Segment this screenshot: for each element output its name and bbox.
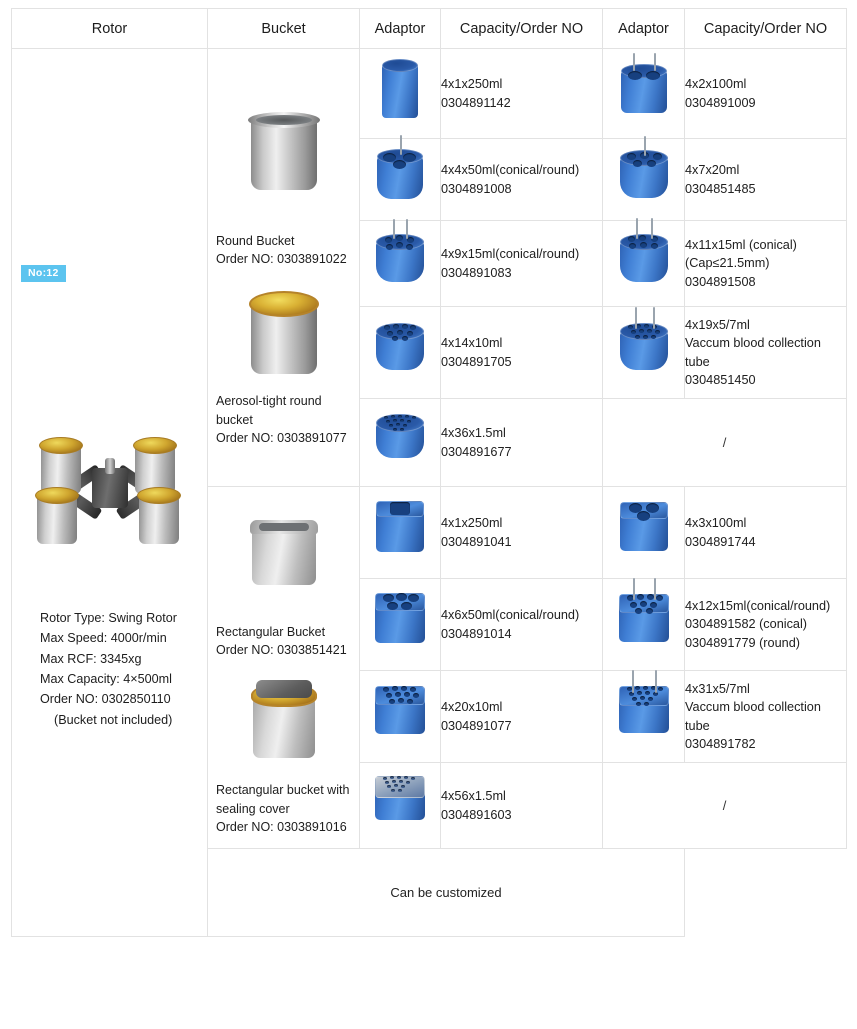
capacity-cell [441, 49, 603, 139]
rectangular-bucket-order-no: Order NO: 0303851421 [216, 643, 347, 658]
capacity-cell [685, 221, 847, 307]
adaptor-12x15ml-rect-cell [603, 579, 685, 671]
adaptor-56x1.5ml-rect-cell [360, 763, 441, 849]
aerosol-tight-round-bucket-photo [208, 278, 359, 388]
adaptor-1x250ml-rect-cell [360, 487, 441, 579]
table-header [12, 9, 847, 49]
capacity-cell [685, 49, 847, 139]
capacity-value: 4x4x50ml(conical/round) [441, 163, 580, 178]
status-badge: No:12 [21, 265, 66, 282]
adaptor-9x15ml-round [376, 240, 424, 282]
order-no-value: 0304891077 [441, 718, 512, 733]
adaptor-7x20ml-round-cell [603, 139, 685, 221]
swing-rotor-photo [12, 432, 207, 582]
order-no-value: 0304891014 [441, 626, 512, 641]
adaptor-14x10ml-round-cell [360, 307, 441, 399]
rotor-spec-order-no: Order NO: 0302850110 [40, 692, 171, 707]
order-no-value: 0304851485 [685, 181, 756, 196]
rotor-spec-max-rcf: Max RCF: 3345xg [40, 651, 142, 666]
no-adaptor-placeholder: / [603, 763, 847, 849]
adaptor-1x250ml-rect [376, 508, 424, 552]
header-row [12, 9, 847, 49]
order-no-value: 0304891603 [441, 807, 512, 822]
capacity-value: 4x14x10ml [441, 336, 503, 351]
rectangular-bucket-group-cell [208, 487, 360, 849]
capacity-value: 4x31x5/7ml [685, 682, 750, 697]
capacity-value: 4x20x10ml [441, 700, 503, 715]
round-bucket-group-cell [208, 49, 360, 487]
column-header-rotor: Rotor [12, 9, 208, 49]
order-no-value: 0304891508 [685, 274, 756, 289]
rectangular-bucket-sealing-cover-photo [208, 669, 359, 777]
capacity-value: 4x1x250ml [441, 516, 503, 531]
column-header-capacity-1: Capacity/Order NO [441, 9, 603, 49]
aerosol-bucket-name-line2: bucket [216, 412, 253, 427]
capacity-desc-line1: Vaccum blood collection [685, 336, 821, 351]
capacity-value: 4x56x1.5ml [441, 789, 506, 804]
rectangular-bucket-photo [208, 489, 359, 619]
no-adaptor-placeholder: / [603, 399, 847, 487]
order-no-value: 0304891744 [685, 534, 756, 549]
adaptor-1x250ml-round-cell [360, 49, 441, 139]
adaptor-6x50ml-rect-cell [360, 579, 441, 671]
column-header-bucket: Bucket [208, 9, 360, 49]
adaptor-6x50ml-rect [375, 601, 425, 643]
capacity-value: 4x1x250ml [441, 77, 503, 92]
capacity-desc-line1: Vaccum blood collection [685, 700, 821, 715]
order-no-round: 0304891779 (round) [685, 635, 800, 650]
table-row [12, 49, 847, 139]
adaptor-4x50ml-round-cell [360, 139, 441, 221]
rectangular-bucket-label [208, 619, 359, 669]
rect-sealing-bucket-name-line2: sealing cover [216, 801, 290, 816]
round-bucket-photo [208, 78, 359, 228]
adaptor-36x1.5ml-round-cell [360, 399, 441, 487]
adaptor-36x1.5ml-round [376, 422, 424, 458]
adaptor-14x10ml-round [376, 330, 424, 370]
adaptor-31x5-7ml-rect-cell [603, 671, 685, 763]
capacity-cell [441, 763, 603, 849]
rect-sealing-bucket-order-no: Order NO: 0303891016 [216, 819, 347, 834]
column-header-capacity-2: Capacity/Order NO [685, 9, 847, 49]
adaptor-19x5-7ml-round [620, 330, 668, 370]
round-bucket-name: Round Bucket [216, 234, 295, 249]
order-no-value: 0304891677 [441, 444, 512, 459]
adaptor-2x100ml-round [621, 69, 667, 113]
order-no-value: 0304891142 [441, 95, 511, 110]
capacity-desc-line2: tube [685, 718, 710, 733]
capacity-cell [441, 307, 603, 399]
adaptor-20x10ml-rect [375, 694, 425, 734]
order-no-value: 0304891008 [441, 181, 512, 196]
order-no-value: 0304891782 [685, 736, 756, 751]
capacity-value: 4x3x100ml [685, 516, 747, 531]
capacity-cell [441, 139, 603, 221]
round-bucket-order-no: Order NO: 0303891022 [216, 252, 347, 267]
capacity-note: (Cap≤21.5mm) [685, 256, 770, 271]
aerosol-bucket-label [208, 388, 359, 456]
order-no-conical: 0304891582 (conical) [685, 617, 808, 632]
capacity-desc-line2: tube [685, 354, 710, 369]
capacity-value: 4x9x15ml(conical/round) [441, 247, 580, 262]
round-bucket-label [208, 228, 359, 278]
capacity-cell [441, 579, 603, 671]
capacity-cell [685, 579, 847, 671]
rotor-spec-note: (Bucket not included) [54, 712, 173, 727]
column-header-adaptor-2: Adaptor [603, 9, 685, 49]
rotor-spec-max-capacity: Max Capacity: 4×500ml [40, 672, 172, 686]
capacity-cell [441, 399, 603, 487]
adaptor-4x50ml-round [377, 155, 423, 199]
rotor-spec-type: Rotor Type: Swing Rotor [40, 610, 177, 625]
adaptor-2x100ml-round-cell [603, 49, 685, 139]
capacity-cell [685, 139, 847, 221]
adaptor-19x5-7ml-round-cell [603, 307, 685, 399]
table-body [12, 49, 847, 937]
adaptor-9x15ml-round-cell [360, 221, 441, 307]
order-no-value: 0304851450 [685, 372, 756, 387]
aerosol-bucket-order-no: Order NO: 0303891077 [216, 430, 347, 445]
rotor-specifications [12, 582, 207, 730]
capacity-cell [685, 671, 847, 763]
adaptor-7x20ml-round [620, 156, 668, 198]
can-be-customized-note: Can be customized [208, 849, 685, 937]
capacity-cell [441, 487, 603, 579]
capacity-cell [685, 307, 847, 399]
rectangular-bucket-name: Rectangular Bucket [216, 625, 326, 640]
column-header-adaptor-1: Adaptor [360, 9, 441, 49]
rotor-spec-max-speed: Max Speed: 4000r/min [40, 631, 167, 646]
order-no-value: 0304891009 [685, 95, 756, 110]
adaptor-11x15ml-round-cell [603, 221, 685, 307]
adaptor-1x250ml-round [382, 64, 418, 118]
rotor-cell [12, 49, 208, 937]
capacity-cell [685, 487, 847, 579]
capacity-value: 4x12x15ml(conical/round) [685, 599, 831, 614]
order-no-value: 0304891041 [441, 534, 512, 549]
capacity-value: 4x19x5/7ml [685, 318, 750, 333]
adaptor-3x100ml-rect-cell [603, 487, 685, 579]
adaptor-20x10ml-rect-cell [360, 671, 441, 763]
adaptor-56x1.5ml-rect [375, 786, 425, 820]
adaptor-12x15ml-rect [619, 602, 669, 642]
rotor-bucket-adaptor-table [11, 8, 847, 937]
capacity-value: 4x2x100ml [685, 77, 747, 92]
rect-sealing-bucket-label [208, 777, 359, 845]
adaptor-11x15ml-round [620, 240, 668, 282]
aerosol-bucket-name-line1: Aerosol-tight round [216, 394, 322, 409]
capacity-value: 4x6x50ml(conical/round) [441, 608, 580, 623]
capacity-cell [441, 221, 603, 307]
rect-sealing-bucket-name-line1: Rectangular bucket with [216, 783, 350, 798]
adaptor-31x5-7ml-rect [619, 695, 669, 733]
capacity-value: 4x36x1.5ml [441, 426, 506, 441]
adaptor-3x100ml-rect [620, 509, 668, 551]
capacity-cell [441, 671, 603, 763]
order-no-value: 0304891705 [441, 354, 512, 369]
capacity-value: 4x11x15ml (conical) [685, 238, 797, 253]
order-no-value: 0304891083 [441, 265, 512, 280]
capacity-value: 4x7x20ml [685, 163, 740, 178]
